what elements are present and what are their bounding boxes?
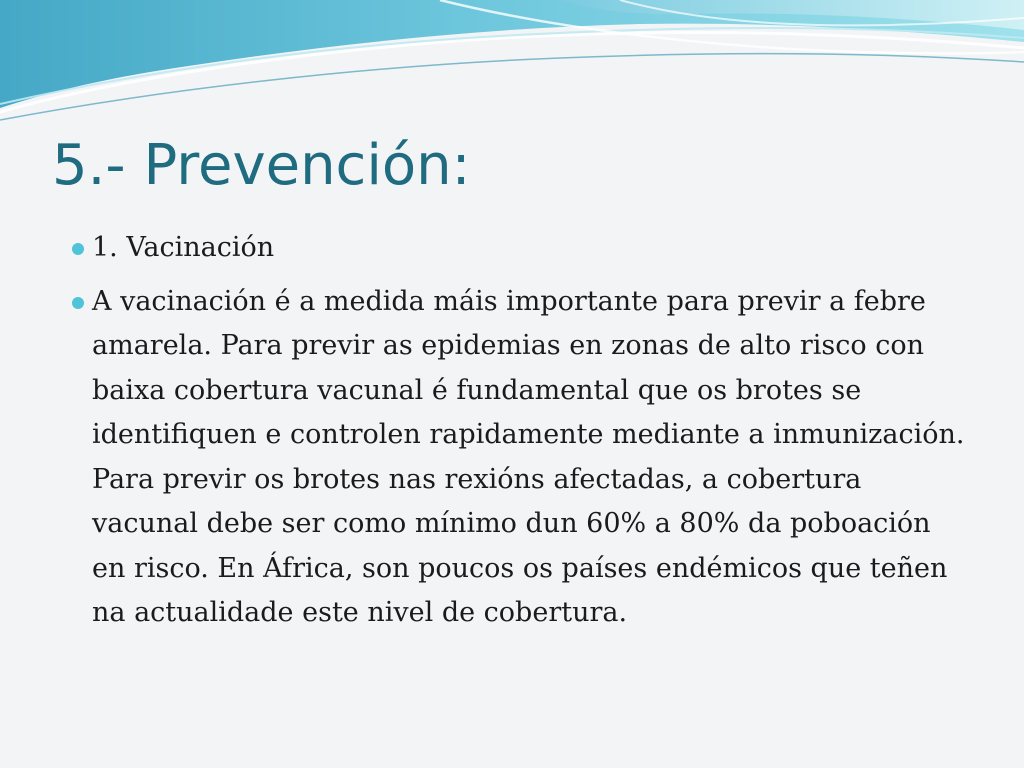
bullet-text: A vacinación é a medida máis importante para previr a febre amarela. Para previr as epidemias en zonas de alto risco con baixa cobertura vacunal é fundamental que os brotes se identifiquen e controlen rapidamente mediante a inmunización. Para previr os brotes nas rexións afectadas, a cobertura vacunal debe ser como mínimo dun 60% a 80% da poboación en risco. En África, son poucos os países endémicos que teñen na actualidade este nivel de cobertura.	[92, 285, 965, 628]
header-wave-decoration	[0, 0, 1024, 130]
bullet-item	[72, 280, 972, 636]
bullet-dot-icon	[72, 297, 84, 309]
bullet-dot-icon	[72, 243, 84, 255]
bullet-item	[72, 226, 972, 271]
slide-title: 5.- Prevención:	[52, 133, 471, 198]
bullet-list	[72, 226, 972, 645]
bullet-text: 1. Vacinación	[92, 232, 275, 263]
